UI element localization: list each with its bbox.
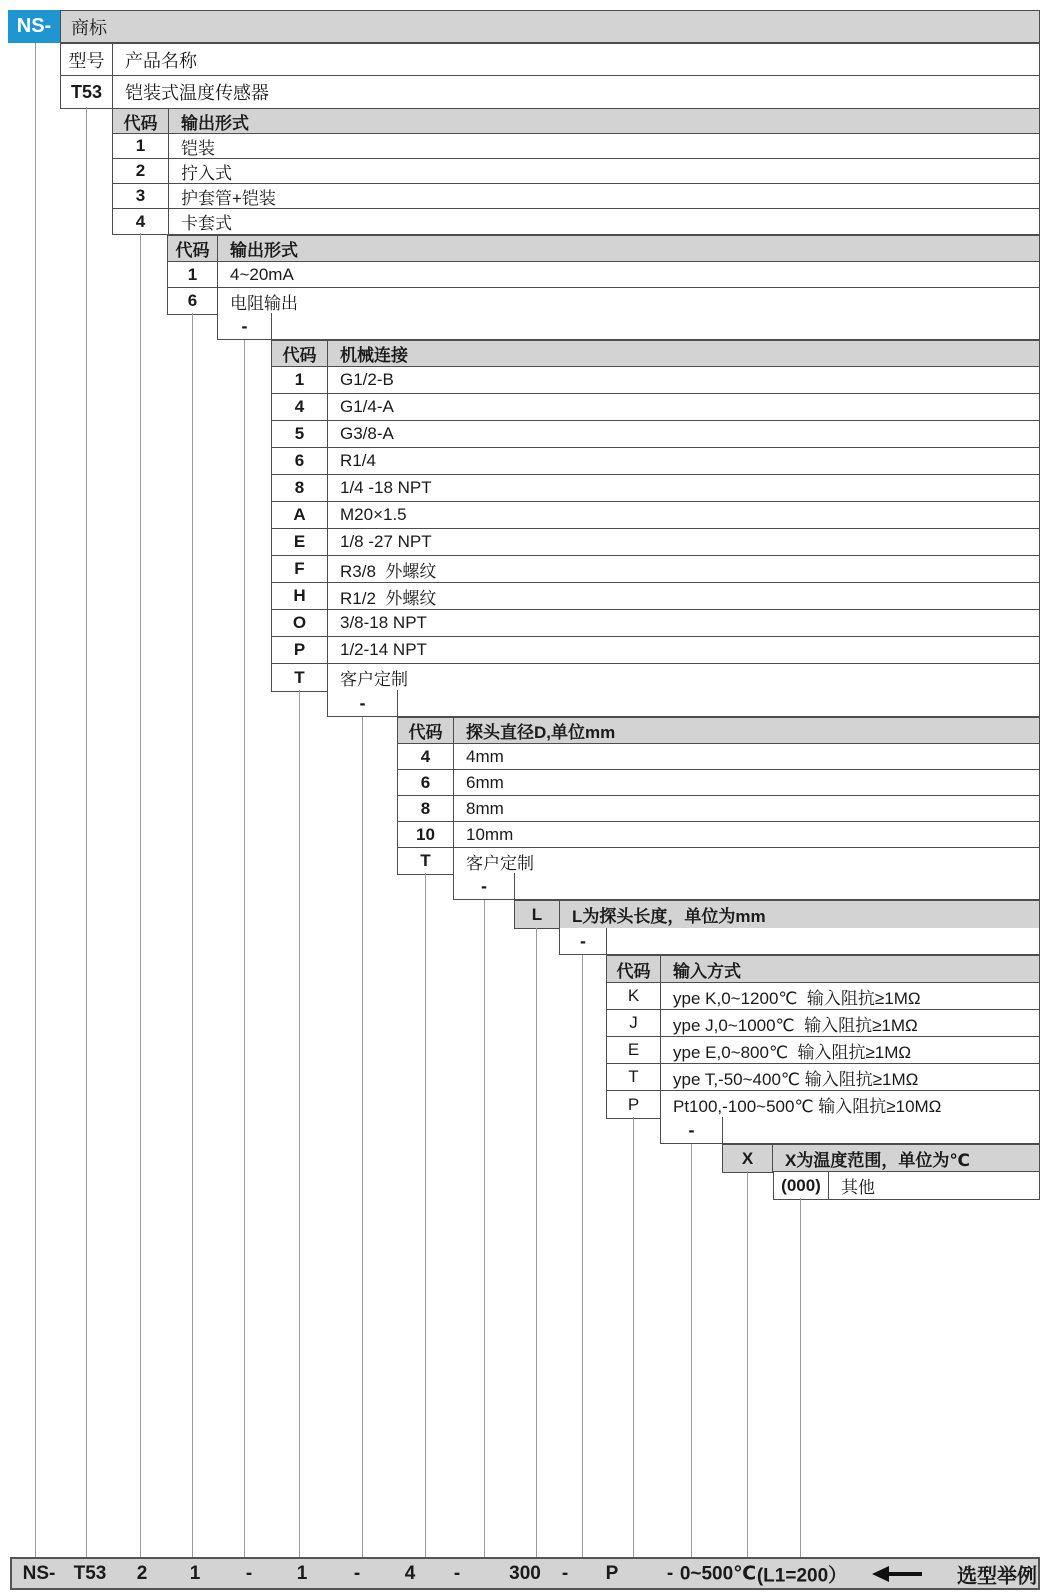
separator-dash: -	[328, 690, 398, 716]
code-cell: 4	[272, 394, 328, 420]
label-cell: 1/4 -18 NPT	[340, 478, 432, 497]
code-cell: K	[607, 983, 661, 1009]
example-segment: -	[561, 1562, 569, 1584]
example-segment: 4	[404, 1562, 416, 1584]
connector-line	[691, 1144, 692, 1557]
label-cell: ype J,0~1000℃ 输入阻抗≥1MΩ	[673, 1015, 918, 1035]
separator-filler	[607, 928, 1039, 954]
label-cell: 1/8 -27 NPT	[340, 532, 432, 551]
brand-code-box: NS-	[8, 10, 60, 43]
label-cell: 4~20mA	[230, 264, 294, 284]
code-cell: O	[272, 610, 328, 636]
label-cell: 1/2-14 NPT	[340, 640, 427, 659]
label-cell: 4mm	[466, 746, 504, 766]
table-row	[607, 1010, 1039, 1037]
separator-dash: -	[560, 928, 607, 954]
example-segment: 0~500℃	[679, 1563, 757, 1584]
label-cell: ype K,0~1200℃ 输入阻抗≥1MΩ	[673, 988, 921, 1008]
label-cell: R1/2 外螺纹	[340, 588, 437, 608]
label-cell: 客户定制	[340, 670, 408, 689]
length-code-cell: L	[515, 901, 560, 928]
code-cell: 4	[113, 209, 169, 234]
code-cell: 6	[272, 448, 328, 474]
connector-line	[140, 233, 141, 1557]
table-row	[272, 664, 1039, 691]
probe-diameter-table	[397, 717, 1040, 875]
code-column-header: 代码	[113, 109, 169, 133]
label-cell: 卡套式	[181, 214, 232, 233]
connector-line	[425, 873, 426, 1557]
code-cell: F	[272, 556, 328, 582]
connector-line	[299, 690, 300, 1557]
example-segment: 300	[509, 1562, 541, 1584]
connector-line	[86, 107, 87, 1557]
example-segment: (L1=200）	[756, 1565, 848, 1586]
example-segment: -	[245, 1562, 253, 1584]
label-cell: 8mm	[466, 798, 504, 818]
code-column-header: 代码	[168, 236, 218, 261]
code-cell: 6	[168, 288, 218, 314]
label-cell: 护套管+铠装	[181, 188, 276, 208]
label-column-header: 机械连接	[340, 346, 408, 365]
code-cell: P	[607, 1091, 661, 1118]
table-row	[398, 744, 1039, 770]
table-row	[168, 262, 1039, 288]
code-cell: T	[607, 1064, 661, 1090]
label-cell: ype T,-50~400℃ 输入阻抗≥1MΩ	[673, 1069, 919, 1089]
table-row	[272, 502, 1039, 529]
table-row	[398, 796, 1039, 822]
table-row	[272, 610, 1039, 637]
arrow-head	[872, 1566, 889, 1582]
label-cell: 10mm	[466, 824, 514, 844]
code-cell: 4	[398, 744, 454, 769]
connector-line	[362, 717, 363, 1557]
code-cell: 1	[168, 262, 218, 287]
model-header-cell: 型号	[61, 44, 113, 75]
table-header-row	[398, 718, 1039, 744]
separator-filler	[398, 690, 1039, 716]
label-cell: G3/8-A	[340, 424, 394, 443]
code-cell: H	[272, 583, 328, 609]
example-caption: 选型举例	[957, 1565, 1037, 1587]
code-cell: P	[272, 637, 328, 663]
temp-range-code-cell: X	[723, 1145, 773, 1172]
example-segment: T53	[73, 1562, 107, 1584]
table-row	[398, 822, 1039, 848]
table-row	[272, 556, 1039, 583]
code-cell: 2	[113, 159, 169, 183]
separator-dash: -	[454, 873, 515, 899]
table-row	[607, 983, 1039, 1010]
code-cell: J	[607, 1010, 661, 1036]
table-header-row	[515, 901, 1039, 928]
code-cell: E	[272, 529, 328, 555]
model-code-cell: T53	[61, 76, 113, 108]
table-row	[272, 529, 1039, 556]
label-cell: Pt100,-100~500℃ 输入阻抗≥10MΩ	[673, 1097, 942, 1116]
code-cell: A	[272, 502, 328, 528]
label-cell: ype E,0~800℃ 输入阻抗≥1MΩ	[673, 1042, 912, 1062]
code-column-header: 代码	[398, 718, 454, 743]
connector-line	[633, 1117, 634, 1557]
separator-row	[660, 1117, 1040, 1144]
label-column-header: 输入方式	[673, 961, 741, 981]
table-row	[607, 1037, 1039, 1064]
label-cell: M20×1.5	[340, 505, 407, 524]
table-row	[113, 159, 1039, 184]
input-mode-table	[606, 955, 1040, 1119]
table-row	[168, 288, 1039, 314]
table-row	[113, 184, 1039, 209]
example-segment: NS-	[22, 1562, 56, 1584]
connector-line	[244, 340, 245, 1557]
code-cell: 1	[113, 134, 169, 158]
separator-row	[453, 873, 1040, 900]
table-row	[272, 367, 1039, 394]
length-label-cell: L为探头长度，单位为mm	[572, 907, 766, 926]
separator-row	[217, 313, 1040, 340]
connector-line	[582, 955, 583, 1557]
label-cell: G1/4-A	[340, 397, 394, 416]
connector-line	[484, 900, 485, 1557]
code-cell: T	[398, 848, 454, 874]
table-row	[607, 1091, 1039, 1118]
example-segment: 1	[189, 1562, 201, 1584]
table-row	[398, 770, 1039, 796]
label-cell: 铠装	[181, 138, 215, 158]
example-segment: P	[605, 1562, 619, 1584]
code-column-header: 代码	[272, 341, 328, 366]
arrow-tail	[889, 1572, 922, 1576]
label-cell: 3/8-18 NPT	[340, 613, 427, 632]
label-column-header: 探头直径D,单位mm	[466, 723, 616, 742]
temperature-other-row	[773, 1171, 1040, 1200]
example-segment: -	[353, 1562, 361, 1584]
table-row	[398, 848, 1039, 874]
table-row	[272, 448, 1039, 475]
code-cell: E	[607, 1037, 661, 1063]
label-cell: R1/4	[340, 451, 376, 470]
product-name-header-cell: 产品名称	[125, 50, 197, 71]
code-cell: 5	[272, 421, 328, 447]
table-row	[272, 637, 1039, 664]
separator-dash: -	[661, 1117, 723, 1143]
table-row	[113, 134, 1039, 159]
output-form-table-1	[112, 108, 1040, 235]
code-cell: 6	[398, 770, 454, 795]
example-segment: 1	[296, 1562, 308, 1584]
connector-line	[800, 1198, 801, 1557]
table-header-row	[723, 1145, 1039, 1172]
separator-filler	[723, 1117, 1039, 1143]
table-row	[113, 209, 1039, 234]
temperature-range-row	[722, 1144, 1040, 1173]
separator-row	[559, 928, 1040, 955]
table-row	[774, 1172, 1039, 1199]
code-cell: 8	[272, 475, 328, 501]
output-form-table-2	[167, 235, 1040, 315]
code-cell: (000)	[774, 1172, 829, 1199]
connector-line	[192, 313, 193, 1557]
table-header-row	[113, 109, 1039, 134]
probe-length-row	[514, 900, 1040, 929]
label-cell: 拧入式	[181, 163, 232, 183]
label-cell: 6mm	[466, 772, 504, 792]
example-segment: -	[453, 1562, 461, 1584]
label-cell: 其他	[841, 1178, 875, 1197]
mechanical-connection-table	[271, 340, 1040, 692]
code-cell: 8	[398, 796, 454, 821]
table-row	[272, 583, 1039, 610]
trademark-header: 商标	[60, 10, 1040, 43]
separator-filler	[515, 873, 1039, 899]
label-cell: 电阻输出	[230, 293, 298, 313]
code-cell: 3	[113, 184, 169, 208]
table-row	[61, 44, 1039, 76]
connector-line	[747, 1171, 748, 1557]
table-row	[607, 1064, 1039, 1091]
table-header-row	[607, 956, 1039, 983]
product-name-cell: 铠装式温度传感器	[125, 83, 269, 103]
code-cell: T	[272, 664, 328, 691]
example-segment: 2	[136, 1562, 148, 1584]
code-cell: 1	[272, 367, 328, 393]
example-order-bar	[10, 1557, 1040, 1590]
temp-range-label-cell: X为温度范围，单位为℃	[785, 1151, 970, 1170]
label-column-header: 输出形式	[181, 113, 249, 133]
code-cell: 10	[398, 822, 454, 847]
connector-line	[35, 43, 36, 1557]
table-header-row	[168, 236, 1039, 262]
separator-row	[327, 690, 1040, 717]
separator-dash: -	[218, 313, 272, 339]
label-cell: 客户定制	[466, 853, 534, 873]
table-row	[272, 421, 1039, 448]
connector-line	[536, 928, 537, 1557]
table-row	[272, 475, 1039, 502]
label-column-header: 输出形式	[230, 241, 298, 260]
label-cell: R3/8 外螺纹	[340, 561, 437, 581]
code-column-header: 代码	[607, 956, 661, 982]
selection-arrow-icon	[872, 1566, 922, 1582]
table-row	[272, 394, 1039, 421]
example-segment: -	[666, 1562, 674, 1584]
table-header-row	[272, 341, 1039, 367]
table-row	[61, 76, 1039, 108]
separator-filler	[272, 313, 1039, 339]
model-table	[60, 43, 1040, 109]
label-cell: G1/2-B	[340, 370, 394, 389]
